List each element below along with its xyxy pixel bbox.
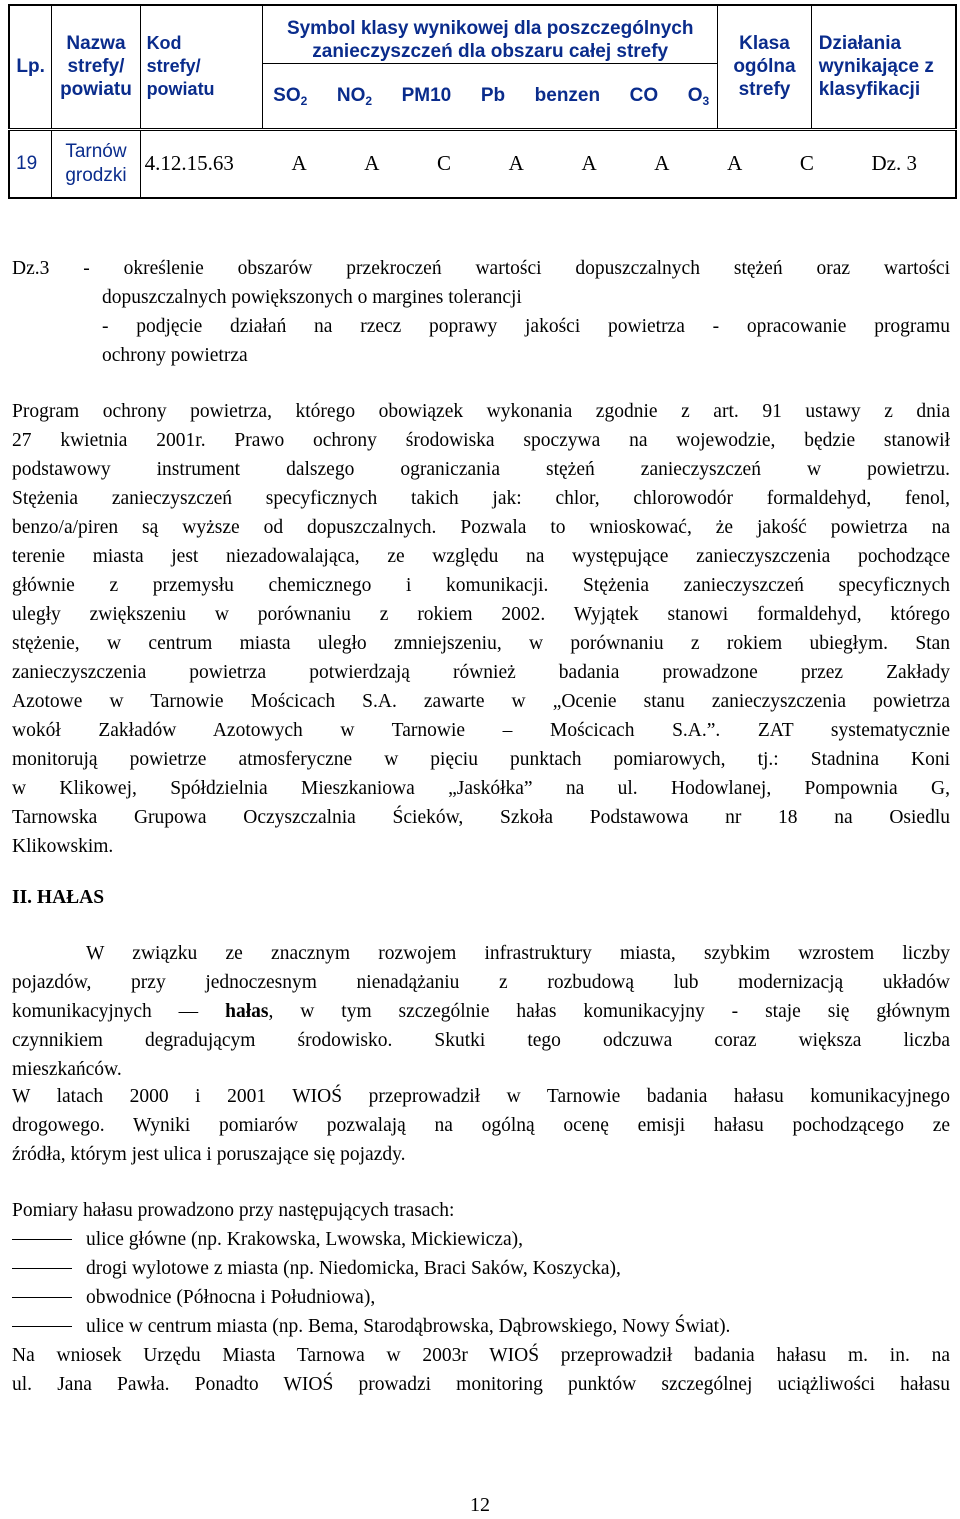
list-item: ulice w centrum miasta (np. Bema, Starodąbrowska, Dąbrowskiego, Nowy Świat). bbox=[86, 1316, 731, 1337]
text-line: zanieczyszczenia powietrza potwierdzają również badania prowadzone przez Zakłady bbox=[12, 662, 950, 683]
class-co: A bbox=[654, 151, 670, 175]
row-nazwa: Tarnów grodzki bbox=[52, 129, 140, 198]
pollutant-pb: Pb bbox=[480, 85, 506, 106]
list-dash bbox=[12, 1268, 72, 1269]
page-number: 12 bbox=[470, 1494, 490, 1516]
pollutant-benzen: benzen bbox=[534, 85, 601, 106]
text-line: stężenie, w centrum miasta uległo zmniejszeniu, w porównaniu z rokiem ubiegłym. Stan bbox=[12, 633, 950, 654]
text-line: podstawowy instrument dalszego ograniczania stężeń zanieczyszczeń w powietrzu. bbox=[12, 459, 950, 480]
text-line: drogowego. Wyniki pomiarów pozwalają na ogólną ocenę emisji hałasu pochodzącego ze bbox=[12, 1115, 950, 1136]
dz3-line: Dz.3 - określenie obszarów przekroczeń wartości dopuszczalnych stężeń oraz wartości bbox=[12, 258, 950, 279]
text-line: Program ochrony powietrza, którego obowiązek wykonania zgodnie z art. 91 ustawy z dnia bbox=[12, 401, 950, 422]
text-line: benzo/a/piren są wyższe od dopuszczalnych. Pozwala to wnioskować, że jakość powietrza na bbox=[12, 517, 950, 538]
text-line: ul. Jana Pawła. Ponadto WIOŚ prowadzi monitoring punktów szczególnej uciążliwości hałasu bbox=[12, 1374, 950, 1395]
class-o3: A bbox=[727, 151, 743, 175]
text-line: monitorują powietrze atmosferyczne w pięciu punktach pomiarowych, tj.: Stadnina Koni bbox=[12, 749, 950, 770]
header-nazwa: Nazwa strefy/ powiatu bbox=[52, 5, 140, 129]
halas-paragraph bbox=[12, 939, 950, 1084]
text-line: mieszkańców. bbox=[12, 1059, 122, 1080]
text-line: uległy zwiększeniu w porównaniu z rokiem 2002. Wyjątek stanowi formaldehyd, którego bbox=[12, 604, 950, 625]
class-benzen: A bbox=[581, 151, 597, 175]
pollutant-no2: $NO_2$ bbox=[336, 85, 373, 108]
class-pb: A bbox=[508, 151, 524, 175]
text-line: komunikacyjnych — hałas, w tym szczególnie hałas komunikacyjny - staje się głównym bbox=[12, 1001, 951, 1022]
classification-table bbox=[8, 4, 957, 199]
dz3-line: - podjęcie działań na rzecz poprawy jakości powietrza - opracowanie programu bbox=[102, 316, 950, 337]
text-line: Klikowskim. bbox=[12, 836, 114, 857]
list-item: drogi wylotowe z miasta (np. Niedomicka, Braci Saków, Koszycka), bbox=[86, 1258, 621, 1279]
dz3-block bbox=[12, 254, 950, 370]
dz3-line: ochrony powietrza bbox=[102, 345, 248, 366]
class-no2: A bbox=[364, 151, 380, 175]
program-paragraph bbox=[12, 397, 950, 861]
text-line: terenie miasta jest niezadowalająca, ze względu na występujące zanieczyszczenia pochodzące bbox=[12, 546, 950, 567]
text-line: głównie z przemysłu chemicznego i komunikacji. Stężenia zanieczyszczeń specyficznych bbox=[12, 575, 950, 596]
text-line: w Klikowej, Spółdzielnia Mieszkaniowa „Jaskółka” na ul. Hodowlanej, Pompownia G, bbox=[12, 778, 950, 799]
header-lp: Lp. bbox=[9, 5, 52, 129]
section-heading: II. HAŁAS bbox=[12, 887, 105, 908]
final-paragraph bbox=[12, 1341, 950, 1399]
list-dash bbox=[12, 1297, 72, 1298]
pollutant-header-row bbox=[263, 63, 718, 129]
pomiary-intro: Pomiary hałasu prowadzono przy następujących trasach: bbox=[12, 1200, 455, 1221]
row-values bbox=[140, 129, 956, 198]
row-dzialania: Dz. 3 bbox=[871, 151, 917, 175]
text-line: czynnikiem degradującym środowisko. Skutki tego odczuwa coraz większa liczba bbox=[12, 1030, 950, 1051]
pollutant-so2: $SO_2$ bbox=[273, 85, 308, 108]
wios-paragraph bbox=[12, 1082, 950, 1169]
row-klasa: C bbox=[799, 151, 814, 175]
header-dzialania: Działania wynikające z klasyfikacji bbox=[811, 5, 956, 129]
list-dash bbox=[12, 1239, 72, 1240]
text-line: Tarnowska Grupowa Oczyszczalnia Ścieków, Szkoła Podstawowa nr 18 na Osiedlu bbox=[12, 807, 950, 828]
row-lp: 19 bbox=[9, 129, 52, 198]
class-pm10: C bbox=[437, 151, 452, 175]
text-line: W latach 2000 i 2001 WIOŚ przeprowadził w Tarnowie badania hałasu komunikacyjnego bbox=[12, 1086, 950, 1107]
text-line: źródła, którym jest ulica i poruszające się pojazdy. bbox=[12, 1144, 406, 1165]
header-klasa: Klasa ogólna strefy bbox=[718, 5, 811, 129]
list-item: obwodnice (Północna i Południowa), bbox=[86, 1287, 376, 1308]
text-line: pojazdów, przy jednoczesnym nienadążaniu z rozbudową lub modernizacją układów bbox=[12, 972, 950, 993]
list-item: ulice główne (np. Krakowska, Lwowska, Mickiewicza), bbox=[86, 1229, 523, 1250]
class-so2: A bbox=[291, 151, 307, 175]
pollutant-pm10: PM10 bbox=[401, 85, 452, 106]
row-kod: 4.12.15.63 bbox=[144, 151, 234, 175]
text-line: Stężenia zanieczyszczeń specyficznych takich jak: chlor, chlorowodór formaldehyd, fenol, bbox=[12, 488, 950, 509]
text-line: wokół Zakładów Azotowych w Tarnowie – Mościcach S.A.”. ZAT systematycznie bbox=[12, 720, 950, 741]
text-line: W związku ze znacznym rozwojem infrastruktury miasta, szybkim wzrostem liczby bbox=[86, 943, 950, 964]
header-kod: Kod strefy/ powiatu bbox=[140, 5, 263, 129]
list-dash bbox=[12, 1326, 72, 1327]
text-line: Na wniosek Urzędu Miasta Tarnowa w 2003r WIOŚ przeprowadził badania hałasu m. in. na bbox=[12, 1345, 950, 1366]
text-line: Azotowe w Tarnowie Mościcach S.A. zawarte w „Ocenie stanu zanieczyszczenia powietrza bbox=[12, 691, 950, 712]
pollutant-co: CO bbox=[629, 85, 659, 106]
pollutant-o3: $O_3$ bbox=[687, 85, 710, 108]
text-line: 27 kwietnia 2001r. Prawo ochrony środowiska spoczywa na wojewodzie, będzie stanowił bbox=[12, 430, 950, 451]
dz3-line: dopuszczalnych powiększonych o margines tolerancji bbox=[102, 287, 522, 308]
header-symbol: Symbol klasy wynikowej dla poszczególnych zanieczyszczeń dla obszaru całej strefy bbox=[263, 5, 718, 63]
